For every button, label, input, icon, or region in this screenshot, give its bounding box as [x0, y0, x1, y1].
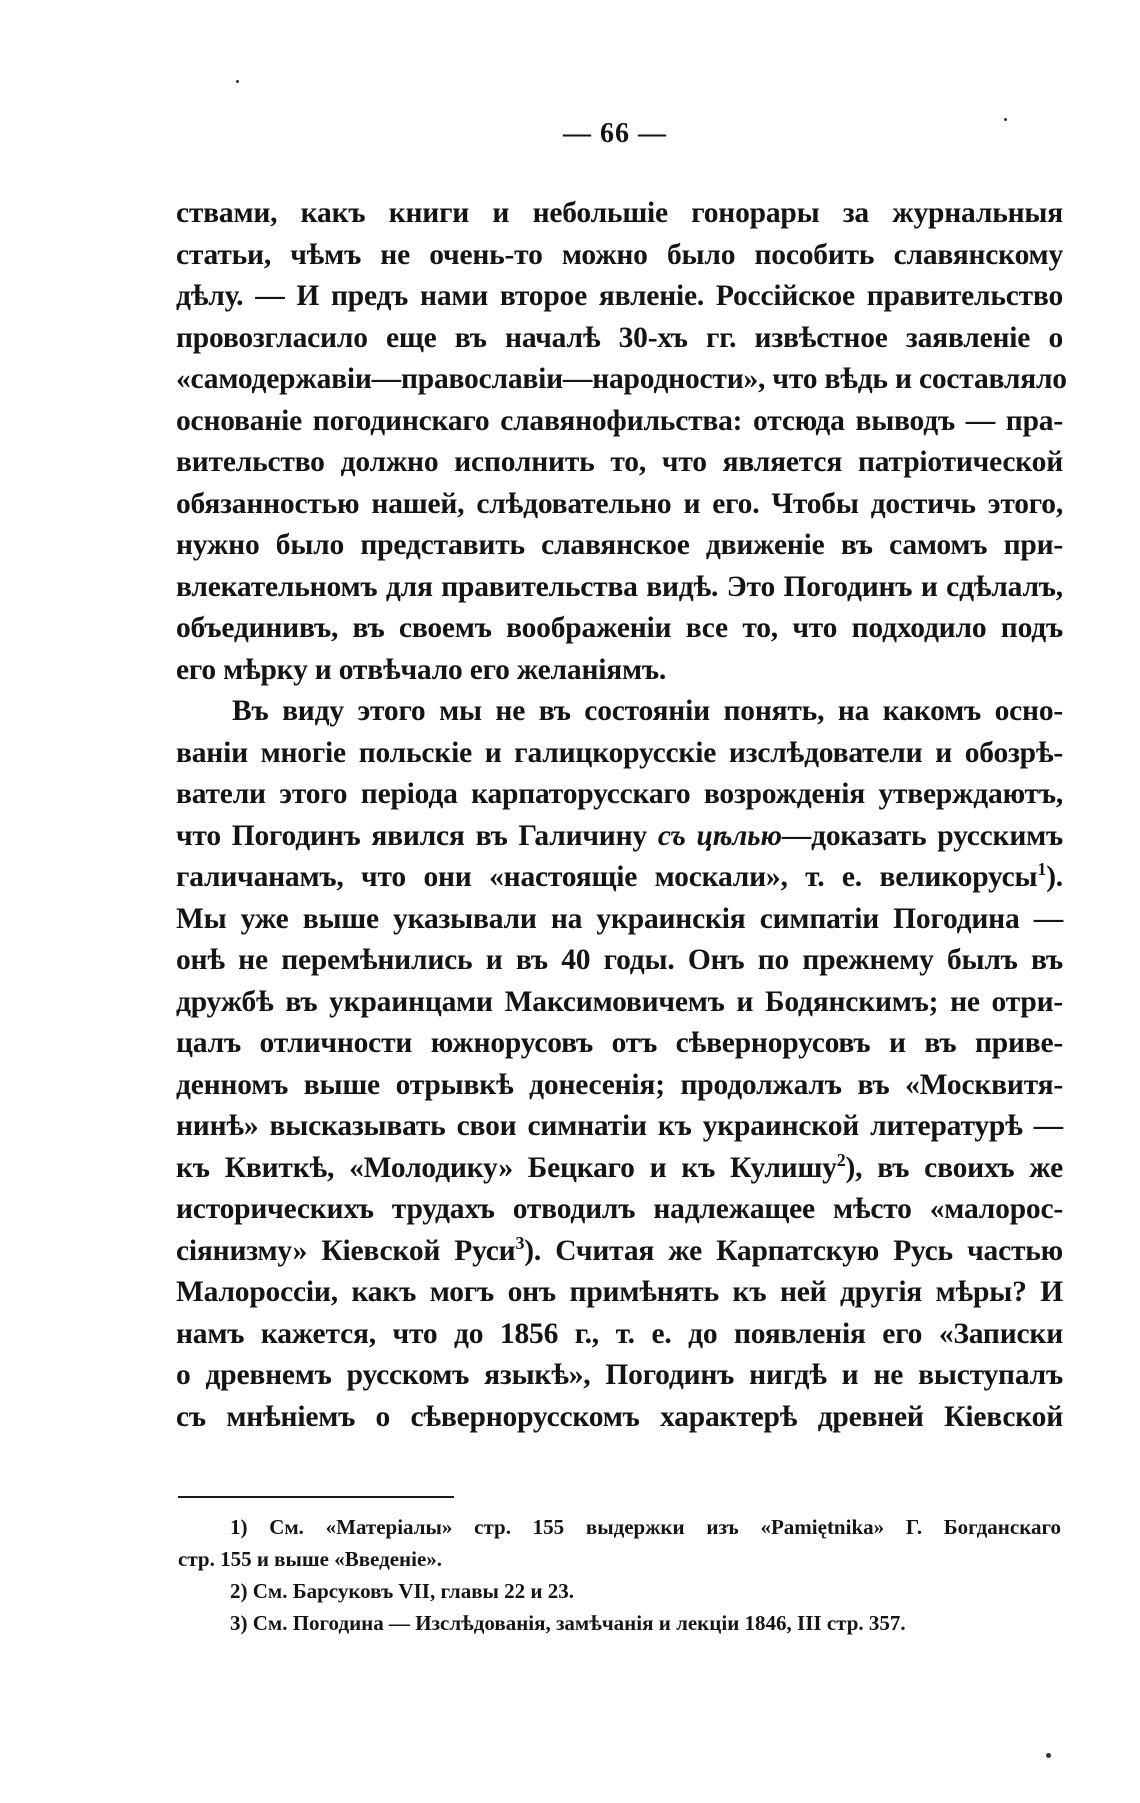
text-line	[176, 857, 1063, 899]
footnote-separator	[178, 1496, 454, 1498]
body-text	[176, 193, 1067, 1438]
line-text: ). Считая же Карпатскую Русь частью	[524, 1234, 1063, 1267]
line-text: провозгласило еще въ началѣ 30-хъ гг. извѣстное заявленіе о	[176, 321, 1063, 354]
text-line	[176, 276, 1063, 318]
line-text: влекательномъ для правительства видѣ. Это Погодинъ и сдѣлалъ,	[176, 570, 1063, 603]
text-line	[176, 733, 1063, 775]
text-line	[176, 567, 1063, 609]
line-text: обязанностью нашей, слѣдовательно и его. Чтобы достичь этого,	[176, 487, 1063, 520]
text-line	[176, 1065, 1063, 1107]
line-text: ).	[1046, 861, 1063, 893]
line-text: ваніи многіе польскіе и галицкорусскіе изслѣдователи и обозрѣ-	[176, 736, 1063, 769]
text-line	[176, 1106, 1063, 1148]
line-text: нинѣ» высказывать свои симнатіи къ украинской литературѣ —	[176, 1110, 1063, 1142]
text-line	[176, 608, 1063, 650]
line-text: статьи, чѣмъ не очень-то можно было пособить славянскому	[176, 238, 1063, 271]
text-line	[176, 691, 1063, 733]
page-number: — 66 —	[563, 118, 667, 149]
text-line	[176, 193, 1063, 235]
scan-speck	[1004, 118, 1007, 121]
footnote-ref: 3	[515, 1232, 525, 1253]
text-line	[176, 1189, 1063, 1231]
scan-speck	[236, 80, 239, 83]
text-line	[176, 940, 1063, 982]
text-line	[176, 816, 1063, 858]
footnote-line: 2) См. Барсуковъ VII, главы 22 и 23.	[230, 1579, 575, 1603]
line-text: вительство должно исполнить то, что является патріотической	[176, 446, 1063, 478]
line-text: Малороссіи, какъ могъ онъ примѣнять къ ней другія мѣры? И	[176, 1276, 1063, 1308]
line-text: «самодержавіи—православіи—народности», что вѣдь и составляло	[176, 363, 1067, 395]
line-text: галичанамъ, что они «настоящіе москали», т. е. великорусы	[176, 861, 1038, 893]
italic-phrase: съ цѣлью	[657, 819, 782, 852]
line-text: дружбѣ въ украинцами Максимовичемъ и Бодянскимъ; не отри-	[176, 985, 1063, 1018]
line-text: ватели этого періода карпаторусскаго возрожденія утверждаютъ,	[176, 778, 1063, 810]
text-line	[176, 1023, 1063, 1065]
text-line	[176, 650, 1063, 692]
footnote-ref: 1	[1037, 859, 1047, 880]
text-line	[176, 982, 1063, 1024]
text-line	[176, 1397, 1063, 1439]
text-line	[176, 774, 1063, 816]
footnote-line: 3) См. Погодина — Изслѣдованія, замѣчанія и лекціи 1846, III стр. 357.	[230, 1611, 906, 1635]
footnote-ref: 2	[836, 1149, 846, 1170]
line-text: онѣ не перемѣнились и въ 40 годы. Онъ по прежнему былъ въ	[176, 944, 1063, 976]
text-line	[176, 1272, 1063, 1314]
line-text: сіянизму» Кіевской Руси	[176, 1234, 516, 1267]
scan-speck	[1046, 1753, 1051, 1758]
line-text: Мы уже выше указывали на украинскія симпатіи Погодина —	[176, 902, 1063, 935]
line-text: денномъ выше отрывкѣ донесенія; продолжалъ въ «Москвитя-	[176, 1068, 1063, 1101]
text-line	[176, 525, 1063, 567]
line-text: объединивъ, въ своемъ воображеніи все то, что подходило подъ	[176, 612, 1063, 644]
line-text: дѣлу. — И предъ нами второе явленіе. Россійское правительство	[176, 280, 1063, 312]
footnote-line: стр. 155 и выше «Введеніе».	[178, 1547, 443, 1571]
line-text: историческихъ трудахъ отводилъ надлежащее мѣсто «малорос-	[176, 1193, 1063, 1225]
line-text: о древнемъ русскомъ языкѣ», Погодинъ нигдѣ и не выступалъ	[176, 1359, 1063, 1391]
line-text: его мѣрку и отвѣчало его желаніямъ.	[176, 653, 667, 686]
line-text: намъ кажется, что до 1856 г., т. е. до появленія его «Записки	[176, 1317, 1063, 1350]
text-line	[176, 1148, 1063, 1190]
footnotes	[178, 1511, 1061, 1639]
line-text: съ мнѣніемъ о сѣвернорусскомъ характерѣ древней Кіевской	[176, 1400, 1063, 1433]
text-line	[176, 359, 1067, 401]
line-text: ствами, какъ книги и небольшіе гонорары за журнальныя	[176, 197, 1063, 229]
text-line	[176, 318, 1063, 360]
line-text: къ Квиткѣ, «Молодику» Бецкаго и къ Кулишу	[176, 1151, 837, 1184]
line-text: ), въ своихъ же	[845, 1151, 1063, 1184]
line-text: цалъ отличности южнорусовъ отъ сѣвернорусовъ и въ приве-	[176, 1027, 1063, 1059]
line-text: основаніе погодинскаго славянофильства: отсюда выводъ — пра-	[176, 404, 1063, 437]
text-line	[176, 899, 1063, 941]
text-line	[176, 1355, 1063, 1397]
text-line	[176, 484, 1063, 526]
text-line	[176, 401, 1063, 443]
footnote-line: 1) См. «Матеріалы» стр. 155 выдержки изъ «Pamiętnika» Г. Богданскаго	[230, 1515, 1061, 1539]
text-line	[176, 1314, 1063, 1356]
line-text: нужно было представить славянское движеніе въ самомъ при-	[176, 529, 1063, 561]
text-line	[176, 442, 1063, 484]
text-line	[176, 1231, 1063, 1273]
line-text: что Погодинъ явился въ Галичину	[176, 819, 658, 852]
text-line	[176, 235, 1063, 277]
line-text: —доказать русскимъ	[781, 819, 1064, 852]
line-text: Въ виду этого мы не въ состояніи понять, на какомъ осно-	[232, 695, 1063, 727]
